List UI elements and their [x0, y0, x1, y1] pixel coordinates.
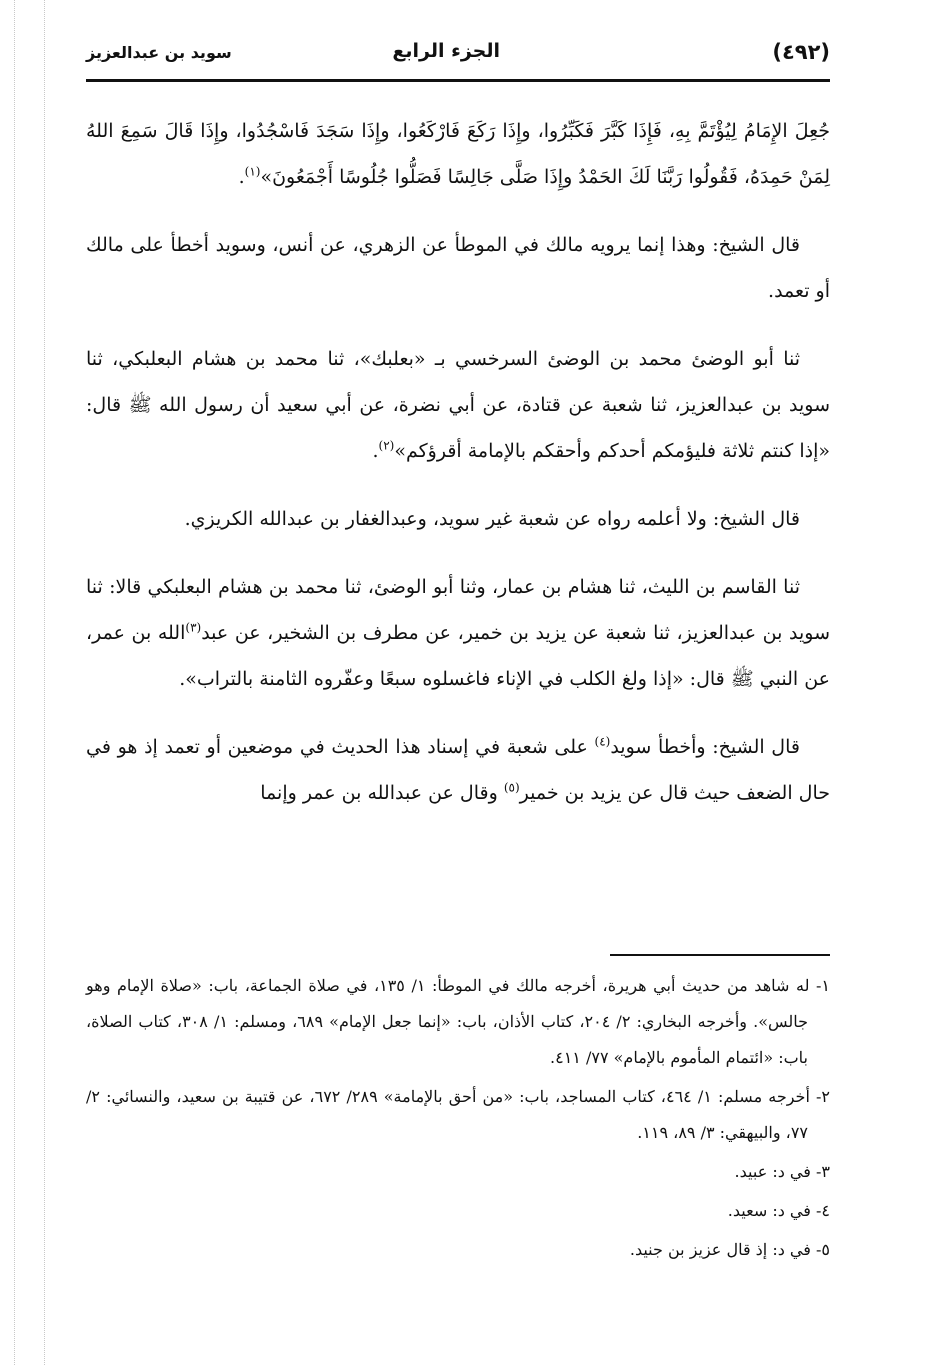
page-header [86, 40, 830, 78]
footnote-reference: (١) [244, 164, 261, 179]
scan-artifact-line [44, 0, 45, 1365]
footnote-reference: (٥) [503, 780, 520, 795]
footnote-item: ٤- في د: سعيد. [727, 1201, 830, 1220]
footnote-reference: (٣) [185, 620, 202, 635]
hadith-paragraph: جُعِلَ الإِمَامُ لِيُؤْتَمَّ بِهِ، فَإِذَا كَبَّرَ فَكَبِّرُوا، وإِذَا رَكَعَ فَارْكَعُوا، وإِذَا سَجَدَ فَاسْجُدُوا، وإِذَا قَالَ سَمِعَ اللهُ لِمَنْ حَمِدَهُ، فَقُولُوا رَبَّنَا لَكَ الحَمْدُ وإِذَا صَلَّى جَالِسًا فَصَلُّوا جُلُوسًا أَجْمَعُونَ»$^{(١)}$. [86, 120, 830, 188]
running-author-name: سويد بن عبدالعزيز [86, 43, 232, 62]
page-number: (٤٩٢) [772, 40, 830, 64]
hadith-paragraph: ثنا القاسم بن الليث، ثنا هشام بن عمار، وثنا أبو الوضئ، ثنا محمد بن هشام البعلبكي قالا: ثنا سويد بن عبدالعزيز، ثنا شعبة عن يزيد بن خمير، عن مطرف بن الشخير، عن عبد$^{(٣)}$الله بن عمر، عن النبي ﷺ قال: «إذا ولغ الكلب في الإناء فاغسلوه سبعًا وعفّروه الثامنة بالتراب». [86, 576, 831, 690]
footnote-reference: (٤) [594, 734, 611, 749]
footnote-reference: (٢) [378, 438, 395, 453]
commentary-paragraph: قال الشيخ: وهذا إنما يرويه مالك في الموطأ عن الزهري، عن أنس، وسويد أخطأ على مالك أو تعمد. [86, 234, 830, 302]
footnote-item: ٥- في د: إذ قال عزيز بن جنيد. [629, 1240, 830, 1259]
main-text [86, 108, 830, 838]
footnote-item: ١- له شاهد من حديث أبي هريرة، أخرجه مالك في الموطأ: ١/ ١٣٥، في صلاة الجماعة، باب: «صلاة الإمام وهو جالس». وأخرجه البخاري: ٢/ ٢٠٤، كتاب الأذان، باب: «إنما جعل الإمام» ٦٨٩، ومسلم: ١/ ٣٠٨، كتاب الصلاة، باب: «ائتمام المأموم بالإمام» ٧٧/ ٤١١. [86, 976, 831, 1067]
footnote-item: ٣- في د: عبيد. [734, 1162, 830, 1181]
scan-artifact-line [14, 0, 15, 1365]
commentary-paragraph: قال الشيخ: وأخطأ سويد$^{(٤)}$ على شعبة في إسناد هذا الحديث في موضعين أو تعمد إذ هو في حال الضعف حيث قال عن يزيد بن خمير$^{(٥)}$ وقال عن عبدالله بن عمر وإنما [86, 734, 830, 804]
footnote-separator [610, 954, 830, 956]
header-rule [86, 79, 830, 82]
commentary-paragraph: قال الشيخ: ولا أعلمه رواه عن شعبة غير سويد، وعبدالغفار بن عبدالله الكريزي. [184, 508, 800, 530]
hadith-paragraph: ثنا أبو الوضئ محمد بن الوضئ السرخسي بـ «بعلبك»، ثنا محمد بن هشام البعلبكي، ثنا سويد بن عبدالعزيز، ثنا شعبة عن قتادة، عن أبي نضرة، عن أبي سعيد أن رسول الله ﷺ قال: «إذا كنتم ثلاثة فليؤمكم أحدكم وأحقكم بالإمامة أقرؤكم»$^{(٢)}$. [86, 348, 830, 462]
part-title: الجزء الرابع [392, 40, 500, 62]
footnote-item: ٢- أخرجه مسلم: ١/ ٤٦٤، كتاب المساجد، باب: «من أحق بالإمامة» ٢٨٩/ ٦٧٢، عن قتيبة بن سعيد، والنسائي: ٢/ ٧٧، والبيهقي: ٣/ ٨٩، ١١٩. [86, 1087, 830, 1142]
footnotes [86, 968, 830, 1271]
